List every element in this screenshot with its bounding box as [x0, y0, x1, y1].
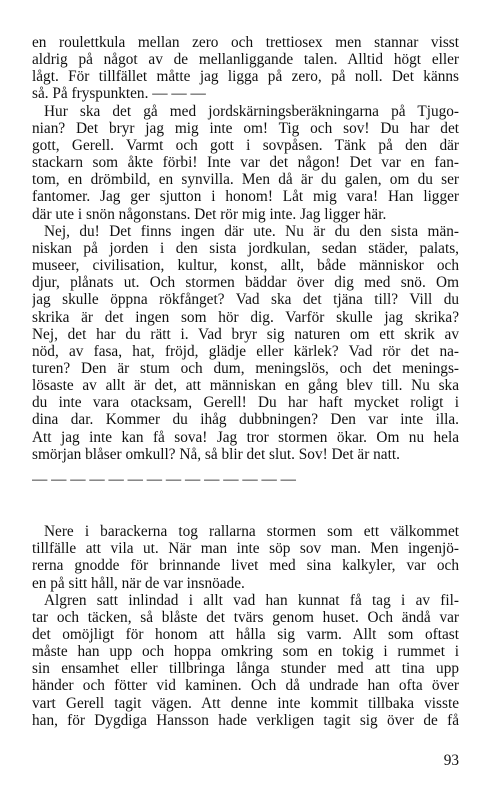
text-line: Nere i barackerna tog rallarna stormen som ett välkommet: [44, 523, 459, 541]
text-line: tillfälle att vila ut. När man inte söp sov man. Men ingenjö-: [32, 540, 459, 558]
text-line: så. På fryspunkten. — — —: [32, 85, 206, 103]
text-line: det omöjligt för honom att hålla sig varm. Allt som oftast: [32, 626, 459, 643]
text-line: sin ensamhet eller tillbringa långa stunder med att tina upp: [32, 660, 459, 678]
text-line: smörjan blåser omkull? Nå, så blir det slut. Sov! Det är natt.: [32, 445, 400, 463]
book-page-body: [32, 34, 459, 729]
text-line: djur, plånats ut. Och stormen bäddar över dig med snö. Om: [32, 274, 459, 292]
text-line: du inte vara otacksam, Gerell! Du har haft mycket roligt i: [32, 394, 459, 412]
text-line: han, för Dygdiga Hansson hade verkligen tagit sig över de få: [32, 711, 459, 729]
text-line: fantomer. Jag ger sjutton i honom! Låt mig vara! Han ligger: [32, 188, 459, 206]
text-line: vart Gerell tagit vägen. Att denne inte kommit tillbaka visste: [32, 694, 459, 712]
text-line: niskan på jorden i den sista jordkulan, sedan städer, palats,: [32, 239, 459, 257]
text-line: Att jag inte kan få sova! Jag tror stormen ökar. Om nu hela: [32, 428, 459, 446]
dash-separator: — — — — — — — — — — — — — —: [32, 470, 296, 488]
text-line: aldrig på något av de mellanliggande talen. Alltid högt eller: [32, 51, 459, 69]
text-line: där ute i snön någonstans. Det rör mig inte. Jag ligger här.: [32, 205, 387, 223]
text-line: Nej, du! Det finns ingen där ute. Nu är du den sista män-: [44, 222, 459, 240]
text-line: måste han upp och hoppa omkring som en tokig i rummet i: [32, 643, 459, 661]
paragraph: [32, 592, 459, 729]
text-line: tar och täcken, så blåste det tvärs genom huset. Och ändå var: [32, 608, 459, 626]
paragraph: [32, 103, 459, 223]
text-line: händer och fötter vid kaminen. Och då undrade han ofta över: [32, 677, 459, 695]
paragraph: [32, 34, 459, 103]
text-line: stackarn som åkte förbi! Inte var det någon! Det var en fan-: [32, 154, 459, 172]
text-line: lågt. För tillfället måtte jag ligga på zero, på noll. Det känns: [32, 68, 459, 86]
text-line: Algren satt inlindad i allt vad han kunnat få tag i av fil-: [44, 591, 459, 609]
text-line: nöd, av fasa, hat, fröjd, glädje eller kärlek? Vad rör det na-: [32, 342, 459, 360]
text-line: skrika är det ingen som hör dig. Varför skulle jag skrika?: [32, 308, 459, 326]
page-number: 93: [443, 752, 459, 769]
text-line: jag skulle öppna rökfånget? Vad ska det tjäna till? Vill du: [32, 291, 459, 309]
section-gap: [32, 488, 459, 523]
text-line: gott, Gerell. Varmt och gott i sovpåsen. Tänk på den där: [32, 136, 459, 154]
text-line: turen? Den är stum och dum, meningslös, och det menings-: [32, 359, 459, 377]
text-line: en på sitt håll, när de var insnöade.: [32, 574, 245, 592]
paragraph: [32, 523, 459, 592]
paragraph: [32, 223, 459, 463]
text-line: lösaste av allt är det, att människan en gång blev till. Nu ska: [32, 377, 459, 395]
text-line: rerna gnodde för brinnande livet med sina kalkyler, var och: [32, 557, 459, 575]
text-line: tom, en drömbild, en synvilla. Men då är du galen, om du ser: [32, 171, 459, 189]
text-line: dina dar. Kommer du ihåg dubbningen? Den var inte illa.: [32, 411, 459, 429]
text-line: Hur ska det gå med jordskärningsberäkningarna på Tjugo-: [44, 102, 459, 120]
text-line: Nej, det har du rätt i. Vad bryr sig naturen om ett skrik av: [32, 325, 459, 343]
text-line: en roulettkula mellan zero och trettiosex men stannar visst: [32, 34, 459, 51]
text-line: nian? Det bryr jag mig inte om! Tig och sov! Du har det: [32, 119, 459, 137]
text-line: museer, civilisation, kultur, konst, allt, både människor och: [32, 257, 459, 275]
